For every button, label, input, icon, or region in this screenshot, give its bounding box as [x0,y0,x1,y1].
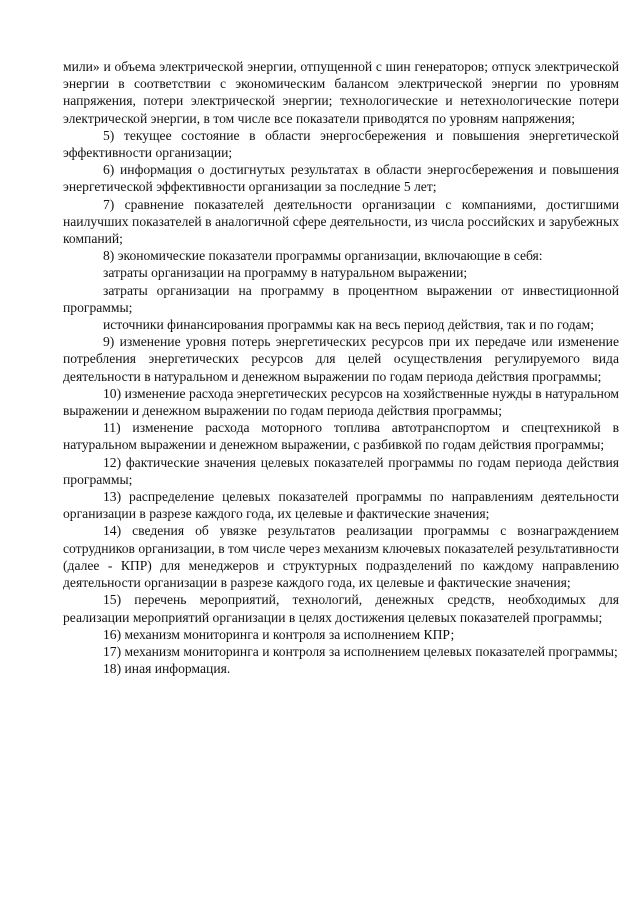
list-item-9: 9) изменение уровня потерь энергетических ресурсов при их передаче или изменение потребления энергетических ресурсов для целей осуществления регулируемого вида деятельности в натуральном и денежном выражении по годам периода действия программы; [63,334,619,384]
list-item-15: 15) перечень мероприятий, технологий, денежных средств, необходимых для реализации мероприятий организации в целях достижения целевых показателей программы; [63,592,619,625]
sub-item-costs-natural: затраты организации на программу в натуральном выражении; [103,265,468,281]
list-item-8: 8) экономические показатели программы организации, включающие в себя: [103,248,543,264]
paragraph-continuation: мили» и объема электрической энергии, отпущенной с шин генераторов; отпуск электрической энергии в соответствии с экономическим балансом электрической энергии по уровням напряжения, потери электрической энергии; технологические и нетехнологические потери электрической энергии, в том числе все показатели приводятся по уровням напряжения; [63,59,619,126]
list-item-14: 14) сведения об увязке результатов реализации программы с вознаграждением сотрудников организации, в том числе через механизм ключевых показателей результативности (далее - КПР) для менеджеров и структурных подразделений по каждому направлению деятельности организации в разрезе каждого года, их целевые и фактические значения; [63,523,619,591]
document-page [63,58,619,677]
list-item-7: 7) сравнение показателей деятельности организации с компаниями, достигшими наилучших показателей в аналогичной сфере деятельности, из числа российских и зарубежных компаний; [63,196,619,247]
list-item-13: 13) распределение целевых показателей программы по направлениям деятельности организации в разрезе каждого года, их целевые и фактические значения; [63,489,619,522]
sub-item-costs-percent: затраты организации на программу в процентном выражении от инвестиционной программы; [63,282,619,315]
list-item-6: 6) информация о достигнутых результатах в области энергосбережения и повышения энергетической эффективности организации за последние 5 лет; [63,162,619,195]
sub-item-funding-sources: источники финансирования программы как на весь период действия, так и по годам; [103,317,595,333]
list-item-16: 16) механизм мониторинга и контроля за исполнением КПР; [103,626,455,642]
list-item-18: 18) иная информация. [103,661,231,677]
list-item-11: 11) изменение расхода моторного топлива автотранспортом и спецтехникой в натуральном выражении и денежном выражении, с разбивкой по годам действия программы; [63,420,619,453]
list-item-5: 5) текущее состояние в области энергосбережения и повышения энергетической эффективности организации; [63,127,619,161]
list-item-12: 12) фактические значения целевых показателей программы по годам периода действия программы; [63,454,619,487]
list-item-10: 10) изменение расхода энергетических ресурсов на хозяйственные нужды в натуральном выражении и денежном выражении по годам периода действия программы; [63,385,619,419]
list-item-17: 17) механизм мониторинга и контроля за исполнением целевых показателей программы; [103,643,618,659]
